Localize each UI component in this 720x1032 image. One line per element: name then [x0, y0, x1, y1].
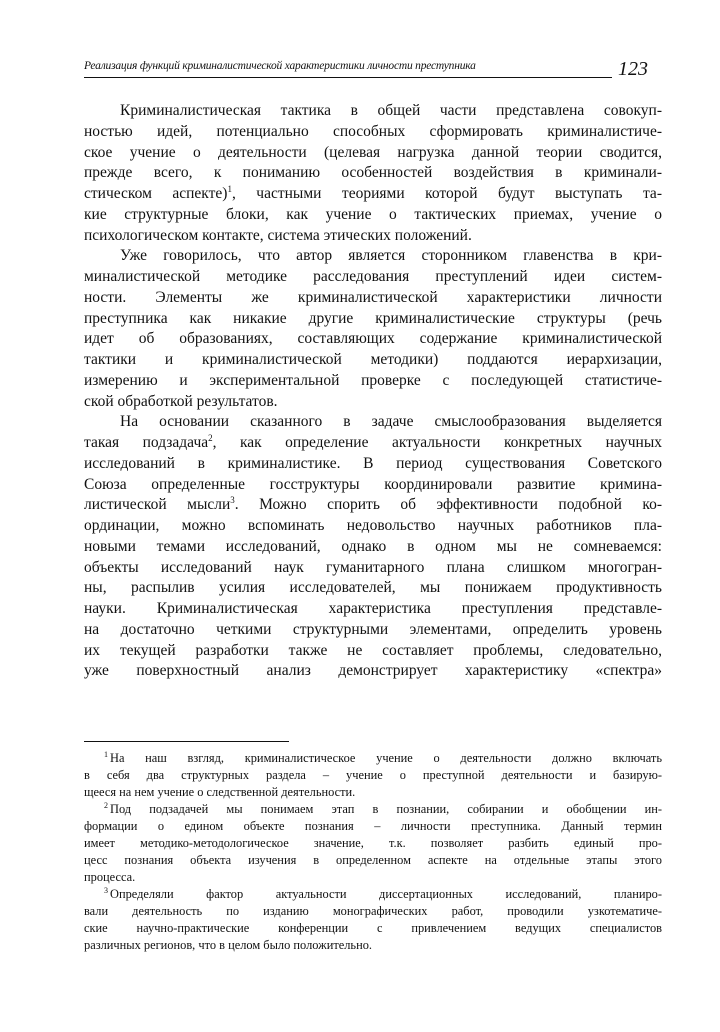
- text-line: преступника как никакие другие криминалистические структуры (речь: [84, 309, 662, 327]
- text-line: ности. Элементы же криминалистической характеристики личности: [84, 288, 662, 306]
- footnote-separator: [84, 741, 289, 742]
- text-line: идет об образованиях, составляющих содержание криминалистической: [84, 330, 662, 348]
- footnote-line: $^3$ Определяли фактор актуальности диссертационных исследований, планиро-: [104, 886, 662, 901]
- text-line: ностью идей, потенциально способных сформировать криминалистиче-: [84, 122, 662, 140]
- text-line: кие структурные блоки, как учение о тактических приемах, учение о: [84, 205, 662, 223]
- header-rule: [84, 77, 612, 78]
- text-line: прежде всего, к пониманию особенностей воздействия в криминали-: [84, 164, 662, 182]
- footnote-line: щееся на нем учение о следственной деятельности.: [84, 785, 356, 799]
- footnote-ref: 2: [208, 433, 213, 443]
- footnote-marker: 2: [104, 801, 108, 810]
- text-line: их текущей разработки также не составляет проблемы, следовательно,: [84, 641, 662, 659]
- text-line: уже поверхностный анализ демонстрирует характеристику «спектра»: [84, 662, 662, 680]
- text-line: исследований в криминалистике. В период существования Советского: [84, 454, 662, 472]
- text-line: тактики и криминалистической методики) поддаются иерархизации,: [84, 351, 662, 368]
- text-line: на достаточно четкими структурными элементами, определить уровень: [84, 620, 662, 638]
- footnote-line: различных регионов, что в целом было положительно.: [84, 938, 372, 952]
- footnote-marker: 1: [104, 750, 108, 759]
- footnote-line: цесс познания объекта изучения в определенном аспекте на отдельные этапы этого: [84, 853, 662, 867]
- text-line: стическом аспекте)$^1$, частными теориями которой будут выступать та-: [84, 184, 662, 202]
- text-line: миналистической методике расследования преступлений идеи систем-: [84, 268, 662, 285]
- text-line: листической мысли$^3$. Можно спорить об эффективности подобной ко-: [84, 495, 662, 514]
- text-line: Союза определенные госструктуры координировали развитие кримина-: [84, 475, 662, 493]
- text-line: психологическом контакте, система этических положений.: [84, 226, 472, 244]
- footnote-line: формации о едином объекте познания – личности преступника. Данный термин: [84, 819, 662, 833]
- text-line: новыми темами исследований, однако в одном мы не сомневаемся:: [84, 537, 662, 555]
- page-number: 123: [618, 58, 648, 80]
- text-line: ны, распылив усилия исследователей, мы понижаем продуктивность: [84, 579, 662, 597]
- footnote-ref: 3: [230, 495, 235, 506]
- text-line: На основании сказанного в задаче смыслообразования выделяется: [120, 413, 662, 431]
- footnote-ref: 1: [227, 184, 232, 194]
- footnote-line: ские научно-практические конференции с привлечением ведущих специалистов: [84, 921, 662, 935]
- text-line: Криминалистическая тактика в общей части представлена совокуп-: [120, 102, 662, 119]
- text-line: объекты исследований наук гуманитарного плана слишком многогран-: [84, 558, 662, 576]
- footnote-marker: 3: [104, 886, 108, 895]
- text-line: измерению и экспериментальной проверке с последующей статистиче-: [84, 371, 662, 389]
- text-line: Уже говорилось, что автор является сторонником главенства в кри-: [120, 247, 662, 265]
- footnote-line: $^2$ Под подзадачей мы понимаем этап в познании, собирании и обобщении ин-: [104, 801, 662, 816]
- running-header: Реализация функций криминалистической характеристики личности преступника: [84, 60, 476, 72]
- text-line: науки. Криминалистическая характеристика преступления представле-: [84, 600, 662, 617]
- text-line: ской обработкой результатов.: [84, 392, 278, 410]
- text-line: такая подзадача$^2$, как определение актуальности конкретных научных: [84, 433, 662, 451]
- footnote-line: процесса.: [84, 870, 136, 884]
- footnote-line: $^1$ На наш взгляд, криминалистическое учение о деятельности должно включать: [104, 750, 662, 765]
- footnote-line: в себя два структурных раздела – учение о преступной деятельности и базирую-: [84, 768, 662, 782]
- footnote-line: вали деятельность по изданию монографических работ, проводили узкотематиче-: [84, 904, 662, 918]
- text-line: ское учение о деятельности (целевая нагрузка данной теории сводится,: [84, 143, 662, 161]
- main-text: [84, 101, 662, 682]
- text-line: ординации, можно вспоминать недовольство научных работников пла-: [84, 517, 662, 534]
- footnotes: [84, 750, 662, 954]
- footnote-line: имеет методико-методологическое значение, т.к. позволяет разбить единый про-: [84, 836, 662, 850]
